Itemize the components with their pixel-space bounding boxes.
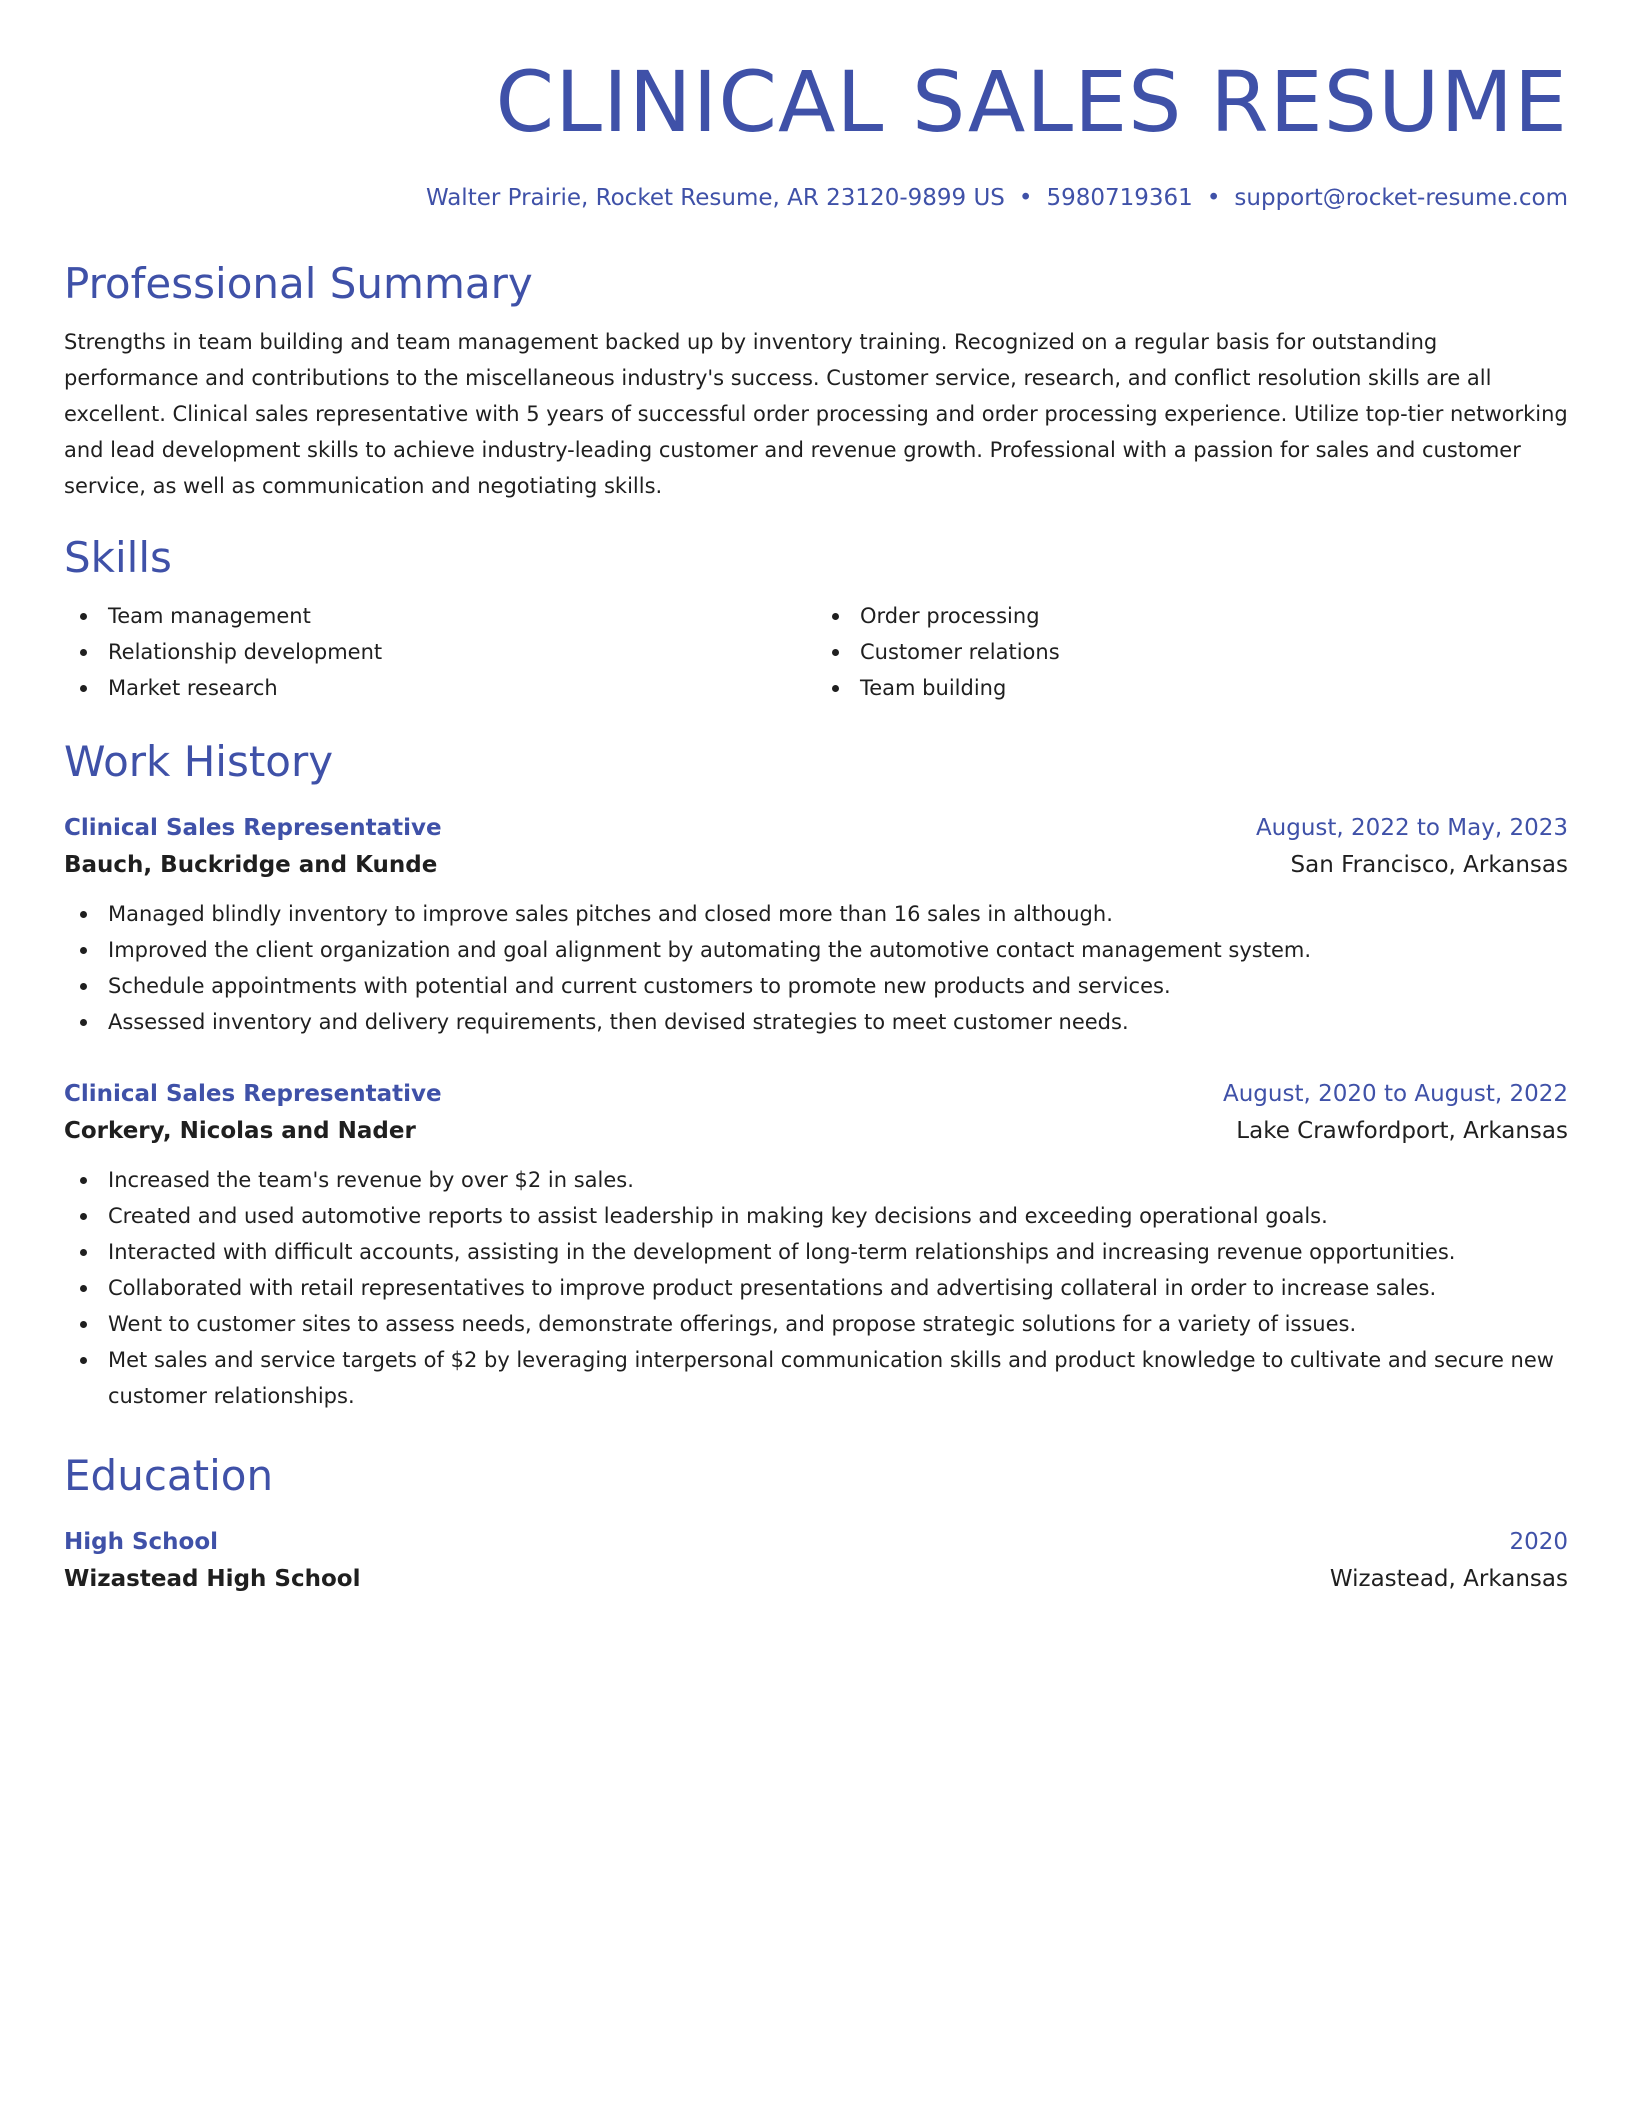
contact-phone: 5980719361: [1046, 185, 1193, 211]
education-year: 2020: [1509, 1529, 1568, 1555]
job-bullet: Improved the client organization and goal alignment by automating the automotive contact management system.: [64, 932, 1568, 968]
work-history-heading: Work History: [64, 737, 334, 786]
skill-item: Team building: [816, 670, 1568, 706]
skills-list: [64, 598, 1568, 706]
job-bullet: Schedule appointments with potential and current customers to promote new products and services.: [64, 968, 1568, 1004]
job-bullet: Went to customer sites to assess needs, demonstrate offerings, and propose strategic solutions for a variety of issues.: [64, 1306, 1568, 1342]
education-entry: [64, 1524, 1568, 1598]
job-bullet: Created and used automotive reports to assist leadership in making key decisions and exceeding operational goals.: [64, 1198, 1568, 1234]
job-bullet: Interacted with difficult accounts, assisting in the development of long-term relationships and increasing revenue opportunities.: [64, 1234, 1568, 1270]
job-dates: August, 2020 to August, 2022: [1223, 1081, 1568, 1107]
job-bullet: Managed blindly inventory to improve sales pitches and closed more than 16 sales in although.: [64, 896, 1568, 932]
job-title: Clinical Sales Representative: [64, 815, 442, 841]
job-company: Bauch, Buckridge and Kunde: [64, 852, 438, 878]
contact-separator: •: [1206, 185, 1221, 211]
job-company: Corkery, Nicolas and Nader: [64, 1118, 416, 1144]
contact-separator: •: [1018, 185, 1033, 211]
skill-item: Order processing: [816, 598, 1568, 634]
job-bullet: Met sales and service targets of $2 by leveraging interpersonal communication skills and product knowledge to cultivate and secure new customer relationships.: [64, 1342, 1568, 1414]
job-bullets: [64, 896, 1568, 1040]
contact-address: Walter Prairie, Rocket Resume, AR 23120-9899 US: [425, 185, 1005, 211]
job-entry: [64, 810, 1568, 1040]
job-entry: [64, 1076, 1568, 1414]
resume-title: CLINICAL SALES RESUME: [495, 53, 1568, 151]
contact-line: [64, 182, 1568, 214]
skill-item: Team management: [64, 598, 816, 634]
job-location: Lake Crawfordport, Arkansas: [1236, 1118, 1568, 1144]
job-bullet: Increased the team's revenue by over $2 in sales.: [64, 1162, 1568, 1198]
job-bullets: [64, 1162, 1568, 1414]
education-school: Wizastead High School: [64, 1566, 361, 1592]
job-dates: August, 2022 to May, 2023: [1255, 815, 1568, 841]
skills-column-left: [64, 598, 816, 706]
education-heading: Education: [64, 1451, 274, 1500]
job-title: Clinical Sales Representative: [64, 1081, 442, 1107]
summary-text: Strengths in team building and team management backed up by inventory training. Recognized on a regular basis for outstanding performance and contributions to the miscellaneous industry's success. Customer service, research, and conflict resolution skills are all excellent. Clinical sales representative with 5 years of successful order processing and order processing experience. Utilize top-tier networking and lead development skills to achieve industry-leading customer and revenue growth. Professional with a passion for sales and customer service, as well as communication and negotiating skills.: [64, 330, 1568, 498]
contact-email: support@rocket-resume.com: [1234, 185, 1568, 211]
summary-heading: Professional Summary: [64, 259, 533, 308]
job-bullet: Collaborated with retail representatives to improve product presentations and advertising collateral in order to increase sales.: [64, 1270, 1568, 1306]
skill-item: Relationship development: [64, 634, 816, 670]
skill-item: Customer relations: [816, 634, 1568, 670]
job-location: San Francisco, Arkansas: [1290, 852, 1568, 878]
job-bullet: Assessed inventory and delivery requirements, then devised strategies to meet customer needs.: [64, 1004, 1568, 1040]
education-degree: High School: [64, 1529, 219, 1555]
skill-item: Market research: [64, 670, 816, 706]
education-location: Wizastead, Arkansas: [1329, 1566, 1568, 1592]
skills-column-right: [816, 598, 1568, 706]
skills-heading: Skills: [64, 533, 172, 582]
